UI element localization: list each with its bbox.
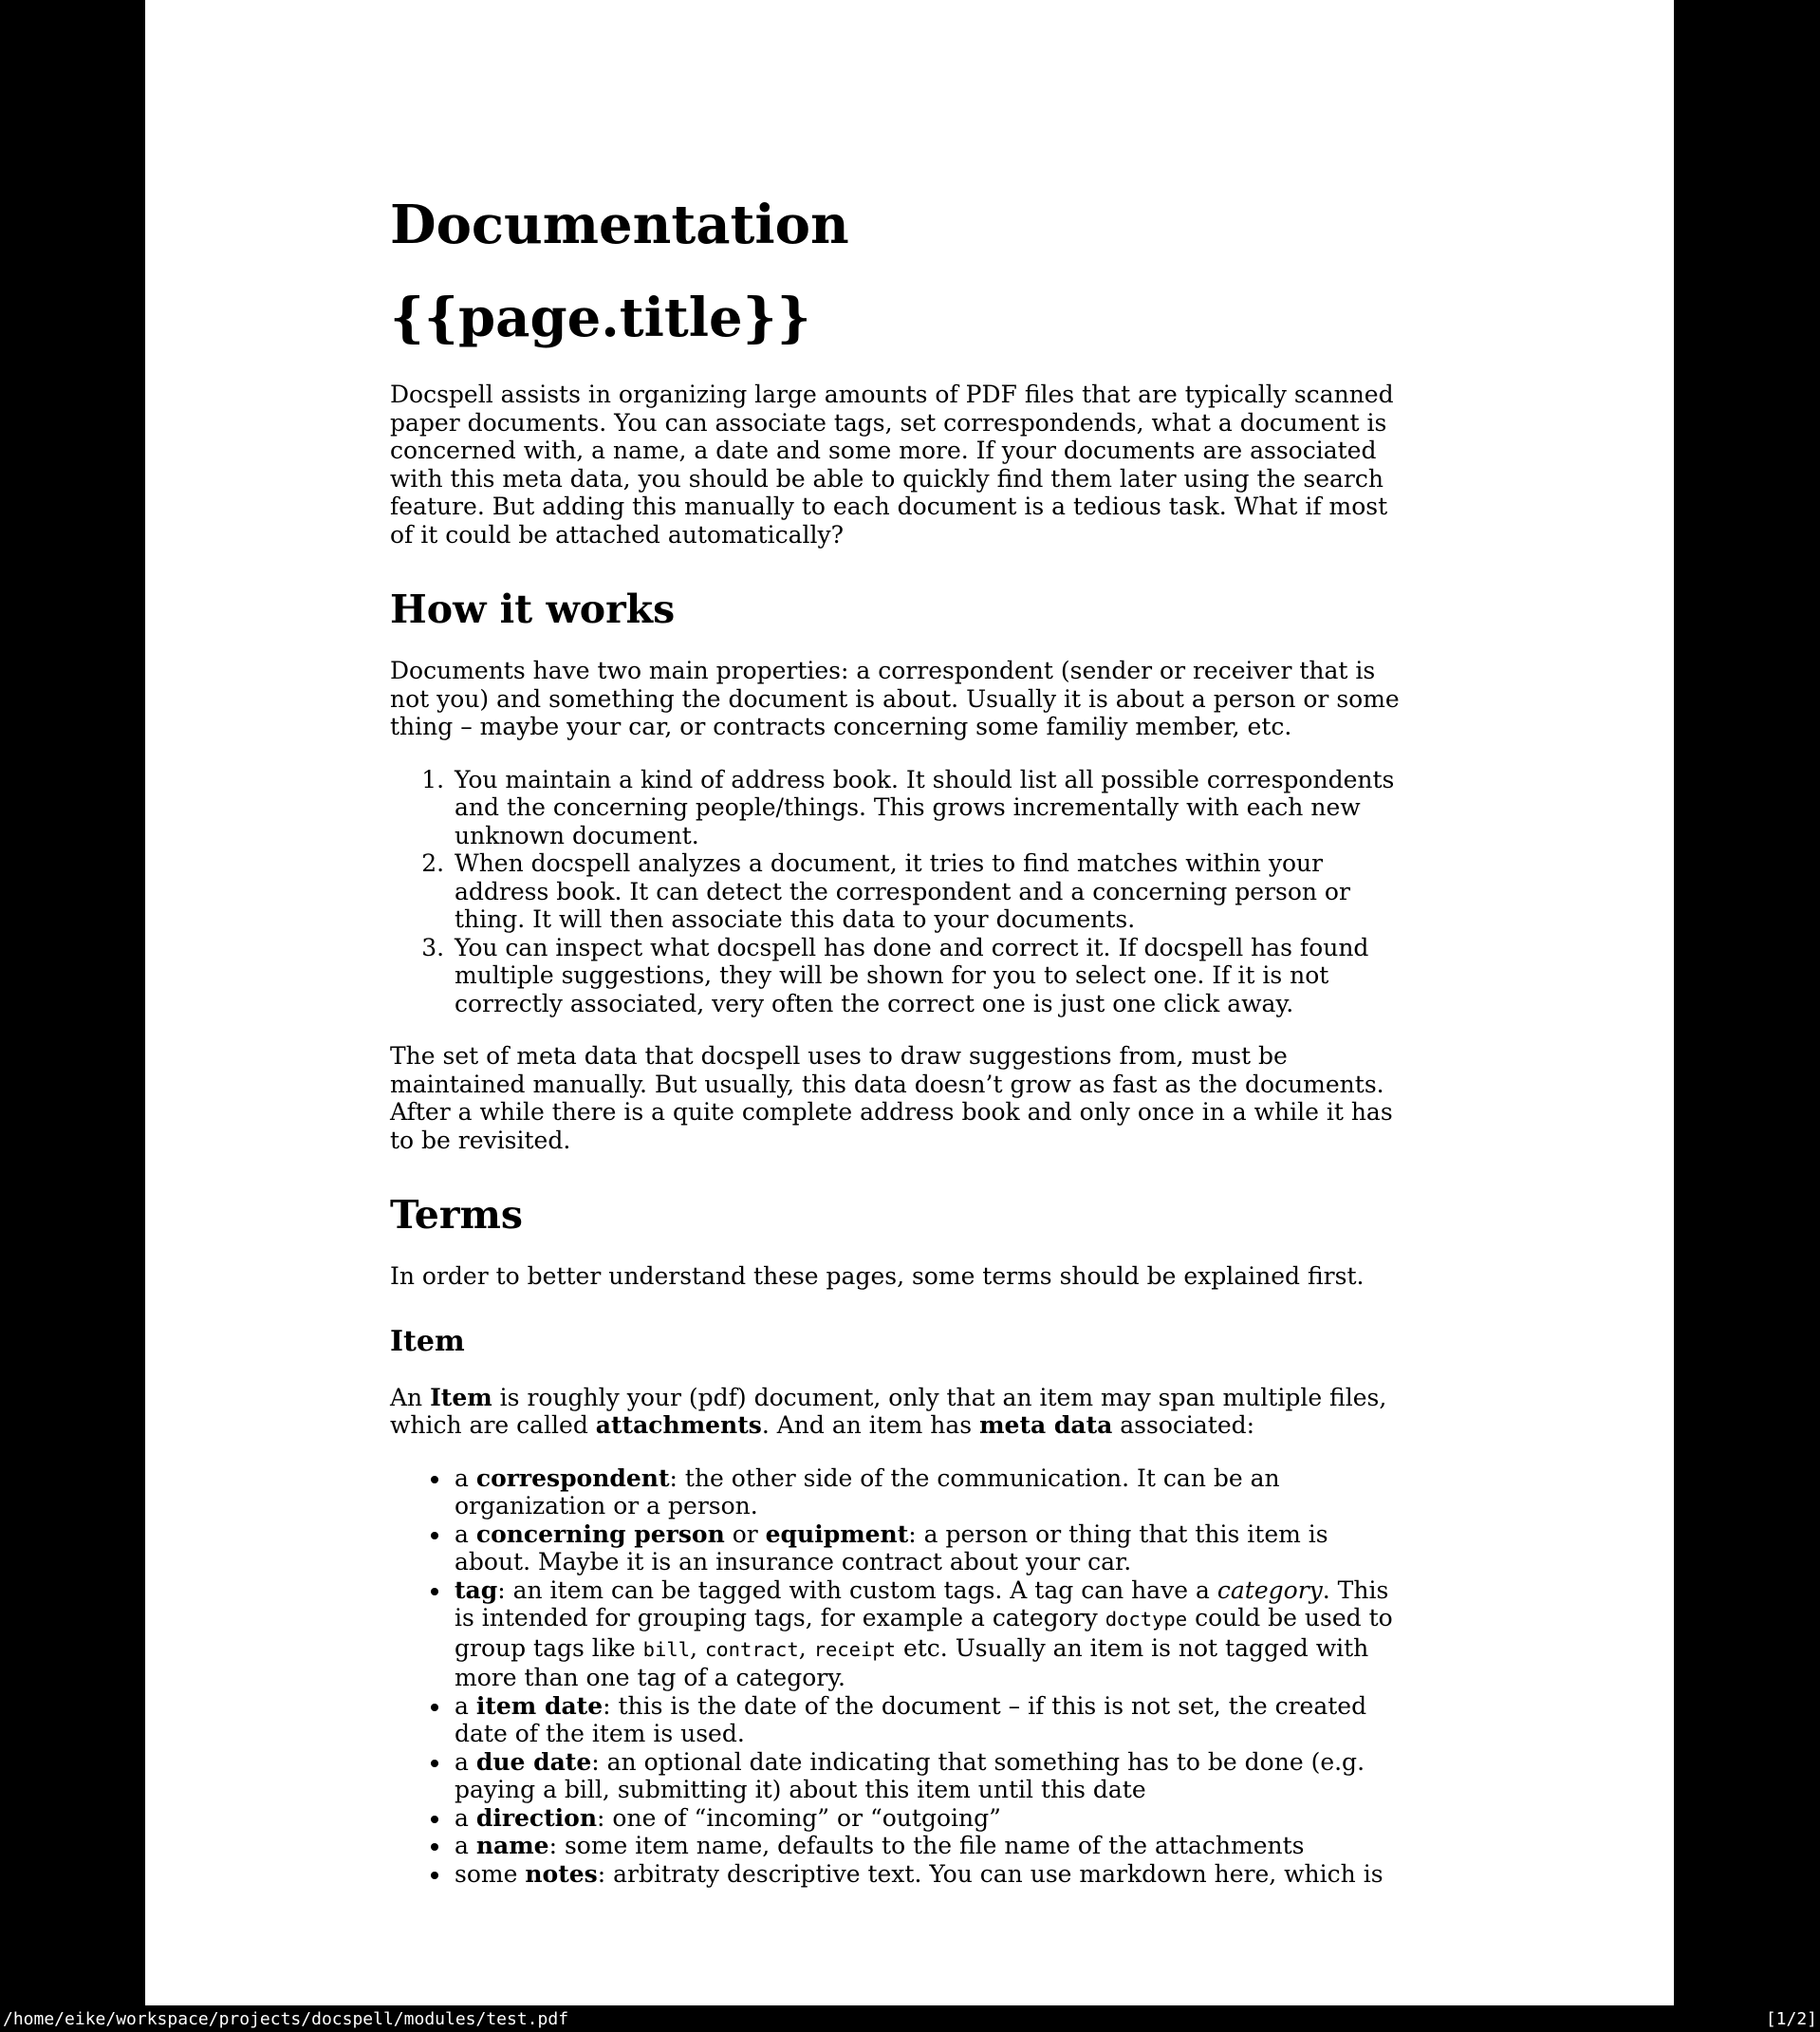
text-run: : a person or thing that this item is about. Maybe it is an insurance contract about your car. — [455, 1519, 1328, 1575]
list-item: 1. You maintain a kind of address book. It should list all possible correspondents and the concerning people/things. This grows incrementally with each new unknown document. — [452, 766, 1410, 850]
text-run: etc. Usually an item is not tagged with more than one tag of a category. — [455, 1633, 1369, 1691]
list-item — [452, 1832, 1410, 1860]
text-run: , — [690, 1633, 705, 1662]
template-variable-heading: {{page.title}} — [390, 287, 811, 349]
bold-term: Item — [430, 1383, 492, 1411]
how-it-works-closing-paragraph: The set of meta data that docspell uses to draw suggestions from, must be maintained manually. But usually, this data doesn’t grow as fast as the documents. After a while there is a quite complete address book and only once in a while it has to be revisited. — [390, 1042, 1393, 1154]
list-item — [452, 1860, 1410, 1889]
text-run: associated: — [1112, 1411, 1255, 1439]
item-meta-bullet-list — [390, 1464, 1410, 1889]
list-item — [452, 1576, 1410, 1692]
list-item: 3. You can inspect what docspell has done and correct it. If docspell has found multiple suggestions, they will be shown for you to select one. If it is not correctly associated, very often the correct one is just one click away. — [452, 934, 1410, 1018]
italic-term: category — [1216, 1575, 1323, 1604]
text-run: . And an item has — [761, 1411, 980, 1439]
bold-term: concerning person — [475, 1519, 725, 1548]
list-item — [452, 1692, 1410, 1748]
text-run: a — [455, 1463, 476, 1492]
text-run: : this is the date of the document – if this is not set, the created date of the item is used. — [455, 1691, 1367, 1747]
bold-term: item date — [475, 1691, 604, 1720]
status-bar — [0, 2005, 1820, 2032]
text-run: . This is intended for grouping tags, for example a category — [455, 1575, 1389, 1631]
inline-code: contract — [704, 1637, 799, 1661]
text-run: : arbitraty descriptive text. You can use markdown here, which is — [597, 1859, 1384, 1888]
status-file-path: /home/eike/workspace/projects/docspell/modules/test.pdf — [3, 2008, 569, 2029]
bold-term: tag — [455, 1575, 498, 1604]
how-it-works-paragraph: Documents have two main properties: a correspondent (sender or receiver that is not you) and something the document is about. Usually it is about a person or some thing – maybe your car, or contracts concerning some familiy member, etc. — [390, 657, 1400, 740]
bold-term: direction — [475, 1803, 598, 1832]
text-run: : one of “incoming” or “outgoing” — [597, 1803, 1001, 1832]
bold-term: notes — [525, 1859, 598, 1888]
how-it-works-heading: How it works — [390, 587, 676, 632]
text-run: An — [390, 1383, 431, 1411]
list-item — [452, 1804, 1410, 1833]
bold-term: due date — [475, 1747, 592, 1776]
bold-term: equipment — [765, 1519, 909, 1548]
inline-code: doctype — [1105, 1608, 1188, 1631]
text-run: a — [455, 1803, 476, 1832]
terms-paragraph: In order to better understand these pages, some terms should be explained first. — [390, 1262, 1365, 1290]
text-run: some — [455, 1859, 526, 1888]
inline-code: receipt — [813, 1637, 897, 1661]
bold-term: meta data — [979, 1411, 1113, 1439]
status-page-indicator: [1/2] — [1765, 2008, 1817, 2029]
pdf-page[interactable] — [145, 0, 1674, 2005]
text-run: a — [455, 1747, 476, 1776]
terms-heading: Terms — [390, 1192, 523, 1238]
text-run: or — [724, 1519, 766, 1548]
item-heading: Item — [390, 1324, 465, 1358]
list-item — [452, 1520, 1410, 1576]
text-run: a — [455, 1691, 476, 1720]
document-title-heading: Documentation — [390, 194, 849, 256]
list-item: 2. When docspell analyzes a document, it tries to find matches within your address book. It can detect the correspondent and a concerning person or thing. It will then associate this data to your documents. — [452, 849, 1410, 934]
list-item — [452, 1748, 1410, 1804]
text-run: a — [455, 1832, 476, 1859]
item-intro-paragraph — [390, 1384, 1410, 1440]
bold-term: correspondent — [475, 1463, 670, 1492]
bold-term: attachments — [595, 1411, 762, 1439]
text-run: could be used to group tags like — [455, 1604, 1393, 1662]
text-run: : the other side of the communication. It can be an organization or a person. — [455, 1463, 1280, 1519]
text-run: : some item name, defaults to the file name of the attachments — [548, 1832, 1305, 1859]
text-run: is roughly your (pdf) document, only that an item may span multiple files, which are called — [390, 1383, 1387, 1439]
text-run: a — [455, 1519, 476, 1548]
inline-code: bill — [642, 1637, 691, 1661]
intro-paragraph: Docspell assists in organizing large amounts of PDF files that are typically scanned paper documents. You can associate tags, set correspondends, what a document is concerned with, a name, a date and some more. If your documents are associated with this meta data, you should be able to quickly find them later using the search feature. But adding this manually to each document is a tedious task. What if most of it could be attached automatically? — [390, 381, 1394, 549]
text-run: , — [798, 1633, 814, 1662]
list-item — [452, 1464, 1410, 1520]
text-run: : an item can be tagged with custom tags. A tag can have a — [497, 1575, 1217, 1604]
bold-term: name — [475, 1832, 549, 1859]
text-run: : an optional date indicating that something has to be done (e.g. paying a bill, submitting it) about this item until this date — [455, 1747, 1365, 1803]
how-it-works-steps-list — [390, 766, 1410, 1018]
